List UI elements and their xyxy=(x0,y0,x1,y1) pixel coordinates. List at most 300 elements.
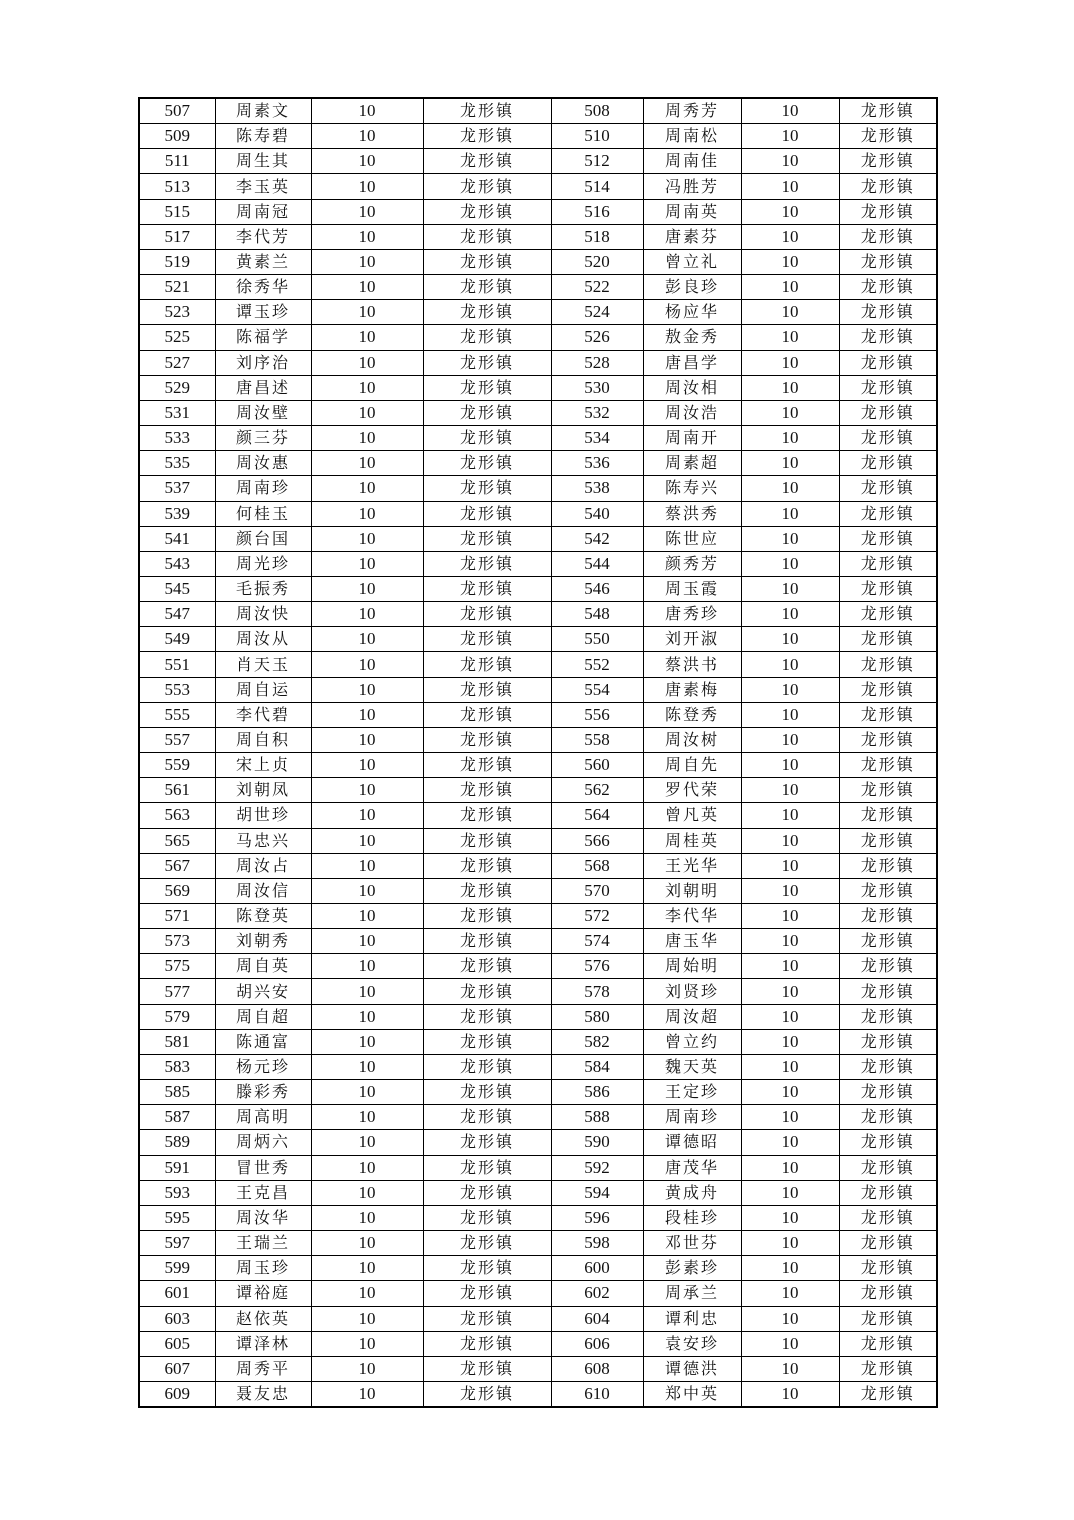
name-cell: 谭利忠 xyxy=(643,1306,741,1331)
township-cell: 龙形镇 xyxy=(839,199,937,224)
name-cell: 颜秀芳 xyxy=(643,551,741,576)
name-cell: 周玉珍 xyxy=(215,1256,311,1281)
township-cell: 龙形镇 xyxy=(839,702,937,727)
serial-number-cell: 513 xyxy=(139,174,215,199)
name-cell: 罗代荣 xyxy=(643,778,741,803)
table-row xyxy=(139,627,937,652)
serial-number-cell: 587 xyxy=(139,1105,215,1130)
table-row xyxy=(139,1054,937,1079)
township-cell: 龙形镇 xyxy=(839,576,937,601)
name-cell: 周汝相 xyxy=(643,375,741,400)
serial-number-cell: 588 xyxy=(551,1105,643,1130)
amount-cell: 10 xyxy=(311,904,423,929)
serial-number-cell: 604 xyxy=(551,1306,643,1331)
table-row xyxy=(139,1130,937,1155)
serial-number-cell: 598 xyxy=(551,1231,643,1256)
township-cell: 龙形镇 xyxy=(839,1356,937,1381)
serial-number-cell: 578 xyxy=(551,979,643,1004)
amount-cell: 10 xyxy=(311,1381,423,1407)
serial-number-cell: 512 xyxy=(551,149,643,174)
township-cell: 龙形镇 xyxy=(839,1205,937,1230)
table-row xyxy=(139,350,937,375)
township-cell: 龙形镇 xyxy=(423,576,551,601)
township-cell: 龙形镇 xyxy=(839,1180,937,1205)
serial-number-cell: 520 xyxy=(551,249,643,274)
amount-cell: 10 xyxy=(741,400,839,425)
township-cell: 龙形镇 xyxy=(423,878,551,903)
amount-cell: 10 xyxy=(741,1331,839,1356)
amount-cell: 10 xyxy=(311,275,423,300)
serial-number-cell: 547 xyxy=(139,602,215,627)
name-cell: 周南英 xyxy=(643,199,741,224)
name-cell: 杨应华 xyxy=(643,300,741,325)
township-cell: 龙形镇 xyxy=(839,1231,937,1256)
amount-cell: 10 xyxy=(741,1105,839,1130)
serial-number-cell: 558 xyxy=(551,727,643,752)
township-cell: 龙形镇 xyxy=(839,1281,937,1306)
name-cell: 周汝浩 xyxy=(643,400,741,425)
table-row xyxy=(139,249,937,274)
township-cell: 龙形镇 xyxy=(839,979,937,1004)
amount-cell: 10 xyxy=(741,174,839,199)
name-cell: 周素文 xyxy=(215,98,311,124)
name-cell: 周南珍 xyxy=(215,476,311,501)
name-cell: 唐玉华 xyxy=(643,929,741,954)
serial-number-cell: 514 xyxy=(551,174,643,199)
serial-number-cell: 577 xyxy=(139,979,215,1004)
amount-cell: 10 xyxy=(741,1155,839,1180)
serial-number-cell: 516 xyxy=(551,199,643,224)
township-cell: 龙形镇 xyxy=(839,1155,937,1180)
amount-cell: 10 xyxy=(311,727,423,752)
table-row xyxy=(139,1281,937,1306)
table-row xyxy=(139,677,937,702)
name-cell: 邓世芬 xyxy=(643,1231,741,1256)
amount-cell: 10 xyxy=(741,1381,839,1407)
table-row xyxy=(139,325,937,350)
name-cell: 何桂玉 xyxy=(215,501,311,526)
serial-number-cell: 550 xyxy=(551,627,643,652)
amount-cell: 10 xyxy=(311,954,423,979)
amount-cell: 10 xyxy=(741,1029,839,1054)
serial-number-cell: 541 xyxy=(139,526,215,551)
name-cell: 胡兴安 xyxy=(215,979,311,1004)
name-cell: 周汝信 xyxy=(215,878,311,903)
serial-number-cell: 607 xyxy=(139,1356,215,1381)
table-row xyxy=(139,300,937,325)
name-cell: 刘朝明 xyxy=(643,878,741,903)
serial-number-cell: 510 xyxy=(551,124,643,149)
serial-number-cell: 565 xyxy=(139,828,215,853)
name-cell: 王克昌 xyxy=(215,1180,311,1205)
township-cell: 龙形镇 xyxy=(423,1306,551,1331)
serial-number-cell: 524 xyxy=(551,300,643,325)
serial-number-cell: 535 xyxy=(139,451,215,476)
township-cell: 龙形镇 xyxy=(839,249,937,274)
name-cell: 周高明 xyxy=(215,1105,311,1130)
amount-cell: 10 xyxy=(311,929,423,954)
table-row xyxy=(139,702,937,727)
township-cell: 龙形镇 xyxy=(839,501,937,526)
township-cell: 龙形镇 xyxy=(423,1205,551,1230)
township-cell: 龙形镇 xyxy=(839,300,937,325)
township-cell: 龙形镇 xyxy=(423,98,551,124)
serial-number-cell: 511 xyxy=(139,149,215,174)
serial-number-cell: 552 xyxy=(551,652,643,677)
serial-number-cell: 573 xyxy=(139,929,215,954)
amount-cell: 10 xyxy=(311,853,423,878)
amount-cell: 10 xyxy=(741,1205,839,1230)
name-cell: 赵依英 xyxy=(215,1306,311,1331)
amount-cell: 10 xyxy=(311,501,423,526)
name-cell: 周自运 xyxy=(215,677,311,702)
township-cell: 龙形镇 xyxy=(839,727,937,752)
amount-cell: 10 xyxy=(311,602,423,627)
amount-cell: 10 xyxy=(741,1356,839,1381)
name-cell: 王瑞兰 xyxy=(215,1231,311,1256)
township-cell: 龙形镇 xyxy=(423,778,551,803)
township-cell: 龙形镇 xyxy=(839,275,937,300)
amount-cell: 10 xyxy=(311,476,423,501)
serial-number-cell: 575 xyxy=(139,954,215,979)
name-cell: 周南松 xyxy=(643,124,741,149)
serial-number-cell: 580 xyxy=(551,1004,643,1029)
serial-number-cell: 605 xyxy=(139,1331,215,1356)
table-row xyxy=(139,174,937,199)
serial-number-cell: 600 xyxy=(551,1256,643,1281)
name-cell: 周自英 xyxy=(215,954,311,979)
serial-number-cell: 543 xyxy=(139,551,215,576)
serial-number-cell: 533 xyxy=(139,426,215,451)
name-cell: 胡世珍 xyxy=(215,803,311,828)
amount-cell: 10 xyxy=(311,325,423,350)
amount-cell: 10 xyxy=(741,375,839,400)
amount-cell: 10 xyxy=(311,224,423,249)
name-cell: 彭良珍 xyxy=(643,275,741,300)
township-cell: 龙形镇 xyxy=(839,124,937,149)
serial-number-cell: 572 xyxy=(551,904,643,929)
township-cell: 龙形镇 xyxy=(839,753,937,778)
table-row xyxy=(139,652,937,677)
township-cell: 龙形镇 xyxy=(423,1256,551,1281)
township-cell: 龙形镇 xyxy=(839,526,937,551)
township-cell: 龙形镇 xyxy=(839,803,937,828)
roster-table xyxy=(138,97,938,1408)
amount-cell: 10 xyxy=(741,904,839,929)
amount-cell: 10 xyxy=(741,275,839,300)
name-cell: 周素超 xyxy=(643,451,741,476)
name-cell: 王定珍 xyxy=(643,1080,741,1105)
table-row xyxy=(139,1029,937,1054)
township-cell: 龙形镇 xyxy=(423,853,551,878)
serial-number-cell: 564 xyxy=(551,803,643,828)
township-cell: 龙形镇 xyxy=(839,1029,937,1054)
name-cell: 毛振秀 xyxy=(215,576,311,601)
amount-cell: 10 xyxy=(311,878,423,903)
township-cell: 龙形镇 xyxy=(839,1004,937,1029)
amount-cell: 10 xyxy=(311,1281,423,1306)
name-cell: 周汝快 xyxy=(215,602,311,627)
name-cell: 周汝从 xyxy=(215,627,311,652)
amount-cell: 10 xyxy=(741,149,839,174)
name-cell: 周南冠 xyxy=(215,199,311,224)
serial-number-cell: 579 xyxy=(139,1004,215,1029)
amount-cell: 10 xyxy=(311,1029,423,1054)
amount-cell: 10 xyxy=(311,753,423,778)
serial-number-cell: 534 xyxy=(551,426,643,451)
amount-cell: 10 xyxy=(741,1231,839,1256)
name-cell: 陈寿碧 xyxy=(215,124,311,149)
township-cell: 龙形镇 xyxy=(423,803,551,828)
name-cell: 唐昌学 xyxy=(643,350,741,375)
amount-cell: 10 xyxy=(741,325,839,350)
township-cell: 龙形镇 xyxy=(839,174,937,199)
township-cell: 龙形镇 xyxy=(423,400,551,425)
amount-cell: 10 xyxy=(741,576,839,601)
serial-number-cell: 545 xyxy=(139,576,215,601)
name-cell: 蔡洪书 xyxy=(643,652,741,677)
name-cell: 周炳六 xyxy=(215,1130,311,1155)
amount-cell: 10 xyxy=(311,149,423,174)
serial-number-cell: 559 xyxy=(139,753,215,778)
amount-cell: 10 xyxy=(741,124,839,149)
township-cell: 龙形镇 xyxy=(423,501,551,526)
table-row xyxy=(139,224,937,249)
serial-number-cell: 518 xyxy=(551,224,643,249)
name-cell: 周始明 xyxy=(643,954,741,979)
amount-cell: 10 xyxy=(311,1256,423,1281)
table-row xyxy=(139,400,937,425)
amount-cell: 10 xyxy=(311,803,423,828)
township-cell: 龙形镇 xyxy=(839,325,937,350)
township-cell: 龙形镇 xyxy=(839,778,937,803)
amount-cell: 10 xyxy=(311,1231,423,1256)
township-cell: 龙形镇 xyxy=(839,551,937,576)
name-cell: 陈登英 xyxy=(215,904,311,929)
amount-cell: 10 xyxy=(741,1306,839,1331)
name-cell: 周南佳 xyxy=(643,149,741,174)
name-cell: 周秀平 xyxy=(215,1356,311,1381)
amount-cell: 10 xyxy=(311,1004,423,1029)
serial-number-cell: 531 xyxy=(139,400,215,425)
township-cell: 龙形镇 xyxy=(423,1054,551,1079)
township-cell: 龙形镇 xyxy=(423,224,551,249)
name-cell: 郑中英 xyxy=(643,1381,741,1407)
name-cell: 周承兰 xyxy=(643,1281,741,1306)
township-cell: 龙形镇 xyxy=(423,1281,551,1306)
township-cell: 龙形镇 xyxy=(423,1155,551,1180)
table-row xyxy=(139,803,937,828)
amount-cell: 10 xyxy=(311,702,423,727)
name-cell: 周汝惠 xyxy=(215,451,311,476)
serial-number-cell: 551 xyxy=(139,652,215,677)
name-cell: 颜台国 xyxy=(215,526,311,551)
township-cell: 龙形镇 xyxy=(839,375,937,400)
township-cell: 龙形镇 xyxy=(839,476,937,501)
serial-number-cell: 566 xyxy=(551,828,643,853)
serial-number-cell: 576 xyxy=(551,954,643,979)
serial-number-cell: 530 xyxy=(551,375,643,400)
amount-cell: 10 xyxy=(741,979,839,1004)
township-cell: 龙形镇 xyxy=(839,1306,937,1331)
amount-cell: 10 xyxy=(311,1054,423,1079)
table-row xyxy=(139,979,937,1004)
amount-cell: 10 xyxy=(311,979,423,1004)
serial-number-cell: 568 xyxy=(551,853,643,878)
township-cell: 龙形镇 xyxy=(839,400,937,425)
amount-cell: 10 xyxy=(311,1080,423,1105)
township-cell: 龙形镇 xyxy=(839,149,937,174)
table-row xyxy=(139,149,937,174)
township-cell: 龙形镇 xyxy=(423,426,551,451)
name-cell: 唐昌述 xyxy=(215,375,311,400)
amount-cell: 10 xyxy=(311,199,423,224)
table-row xyxy=(139,1331,937,1356)
township-cell: 龙形镇 xyxy=(839,929,937,954)
roster-table-body xyxy=(139,98,937,1407)
amount-cell: 10 xyxy=(741,803,839,828)
name-cell: 刘贤珍 xyxy=(643,979,741,1004)
table-row xyxy=(139,1381,937,1407)
serial-number-cell: 537 xyxy=(139,476,215,501)
amount-cell: 10 xyxy=(311,627,423,652)
township-cell: 龙形镇 xyxy=(423,954,551,979)
amount-cell: 10 xyxy=(311,1180,423,1205)
amount-cell: 10 xyxy=(741,878,839,903)
serial-number-cell: 606 xyxy=(551,1331,643,1356)
township-cell: 龙形镇 xyxy=(423,199,551,224)
serial-number-cell: 540 xyxy=(551,501,643,526)
amount-cell: 10 xyxy=(311,677,423,702)
amount-cell: 10 xyxy=(311,1331,423,1356)
table-row xyxy=(139,576,937,601)
serial-number-cell: 553 xyxy=(139,677,215,702)
name-cell: 彭素珍 xyxy=(643,1256,741,1281)
name-cell: 陈世应 xyxy=(643,526,741,551)
table-row xyxy=(139,1205,937,1230)
serial-number-cell: 542 xyxy=(551,526,643,551)
township-cell: 龙形镇 xyxy=(839,350,937,375)
table-row xyxy=(139,526,937,551)
amount-cell: 10 xyxy=(311,375,423,400)
amount-cell: 10 xyxy=(741,1080,839,1105)
serial-number-cell: 532 xyxy=(551,400,643,425)
table-row xyxy=(139,1004,937,1029)
serial-number-cell: 526 xyxy=(551,325,643,350)
name-cell: 敖金秀 xyxy=(643,325,741,350)
name-cell: 李代华 xyxy=(643,904,741,929)
name-cell: 周南珍 xyxy=(643,1105,741,1130)
table-row xyxy=(139,199,937,224)
name-cell: 肖天玉 xyxy=(215,652,311,677)
name-cell: 冒世秀 xyxy=(215,1155,311,1180)
name-cell: 周玉霞 xyxy=(643,576,741,601)
name-cell: 周汝壁 xyxy=(215,400,311,425)
name-cell: 唐素梅 xyxy=(643,677,741,702)
serial-number-cell: 538 xyxy=(551,476,643,501)
table-row xyxy=(139,954,937,979)
name-cell: 谭德洪 xyxy=(643,1356,741,1381)
serial-number-cell: 509 xyxy=(139,124,215,149)
township-cell: 龙形镇 xyxy=(423,702,551,727)
amount-cell: 10 xyxy=(741,199,839,224)
amount-cell: 10 xyxy=(741,501,839,526)
serial-number-cell: 556 xyxy=(551,702,643,727)
amount-cell: 10 xyxy=(311,451,423,476)
serial-number-cell: 522 xyxy=(551,275,643,300)
name-cell: 黄成舟 xyxy=(643,1180,741,1205)
amount-cell: 10 xyxy=(741,602,839,627)
amount-cell: 10 xyxy=(741,954,839,979)
amount-cell: 10 xyxy=(311,1105,423,1130)
township-cell: 龙形镇 xyxy=(839,878,937,903)
township-cell: 龙形镇 xyxy=(839,1256,937,1281)
serial-number-cell: 515 xyxy=(139,199,215,224)
name-cell: 颜三芬 xyxy=(215,426,311,451)
serial-number-cell: 596 xyxy=(551,1205,643,1230)
township-cell: 龙形镇 xyxy=(423,350,551,375)
name-cell: 袁安珍 xyxy=(643,1331,741,1356)
serial-number-cell: 601 xyxy=(139,1281,215,1306)
township-cell: 龙形镇 xyxy=(839,853,937,878)
amount-cell: 10 xyxy=(741,551,839,576)
name-cell: 李代碧 xyxy=(215,702,311,727)
township-cell: 龙形镇 xyxy=(839,451,937,476)
amount-cell: 10 xyxy=(741,1004,839,1029)
name-cell: 周自先 xyxy=(643,753,741,778)
amount-cell: 10 xyxy=(741,929,839,954)
amount-cell: 10 xyxy=(311,576,423,601)
amount-cell: 10 xyxy=(311,426,423,451)
serial-number-cell: 560 xyxy=(551,753,643,778)
name-cell: 黄素兰 xyxy=(215,249,311,274)
table-row xyxy=(139,1105,937,1130)
table-row xyxy=(139,778,937,803)
serial-number-cell: 521 xyxy=(139,275,215,300)
name-cell: 曾立约 xyxy=(643,1029,741,1054)
township-cell: 龙形镇 xyxy=(423,300,551,325)
table-row xyxy=(139,426,937,451)
amount-cell: 10 xyxy=(311,174,423,199)
name-cell: 马忠兴 xyxy=(215,828,311,853)
table-row xyxy=(139,98,937,124)
serial-number-cell: 546 xyxy=(551,576,643,601)
serial-number-cell: 603 xyxy=(139,1306,215,1331)
serial-number-cell: 597 xyxy=(139,1231,215,1256)
name-cell: 刘开淑 xyxy=(643,627,741,652)
name-cell: 滕彩秀 xyxy=(215,1080,311,1105)
serial-number-cell: 563 xyxy=(139,803,215,828)
serial-number-cell: 519 xyxy=(139,249,215,274)
township-cell: 龙形镇 xyxy=(423,551,551,576)
table-row xyxy=(139,476,937,501)
name-cell: 唐茂华 xyxy=(643,1155,741,1180)
serial-number-cell: 589 xyxy=(139,1130,215,1155)
name-cell: 宋上贞 xyxy=(215,753,311,778)
serial-number-cell: 557 xyxy=(139,727,215,752)
serial-number-cell: 581 xyxy=(139,1029,215,1054)
township-cell: 龙形镇 xyxy=(423,451,551,476)
serial-number-cell: 528 xyxy=(551,350,643,375)
township-cell: 龙形镇 xyxy=(423,652,551,677)
amount-cell: 10 xyxy=(311,350,423,375)
name-cell: 聂友忠 xyxy=(215,1381,311,1407)
serial-number-cell: 583 xyxy=(139,1054,215,1079)
amount-cell: 10 xyxy=(311,300,423,325)
amount-cell: 10 xyxy=(311,400,423,425)
table-row xyxy=(139,275,937,300)
name-cell: 谭德昭 xyxy=(643,1130,741,1155)
